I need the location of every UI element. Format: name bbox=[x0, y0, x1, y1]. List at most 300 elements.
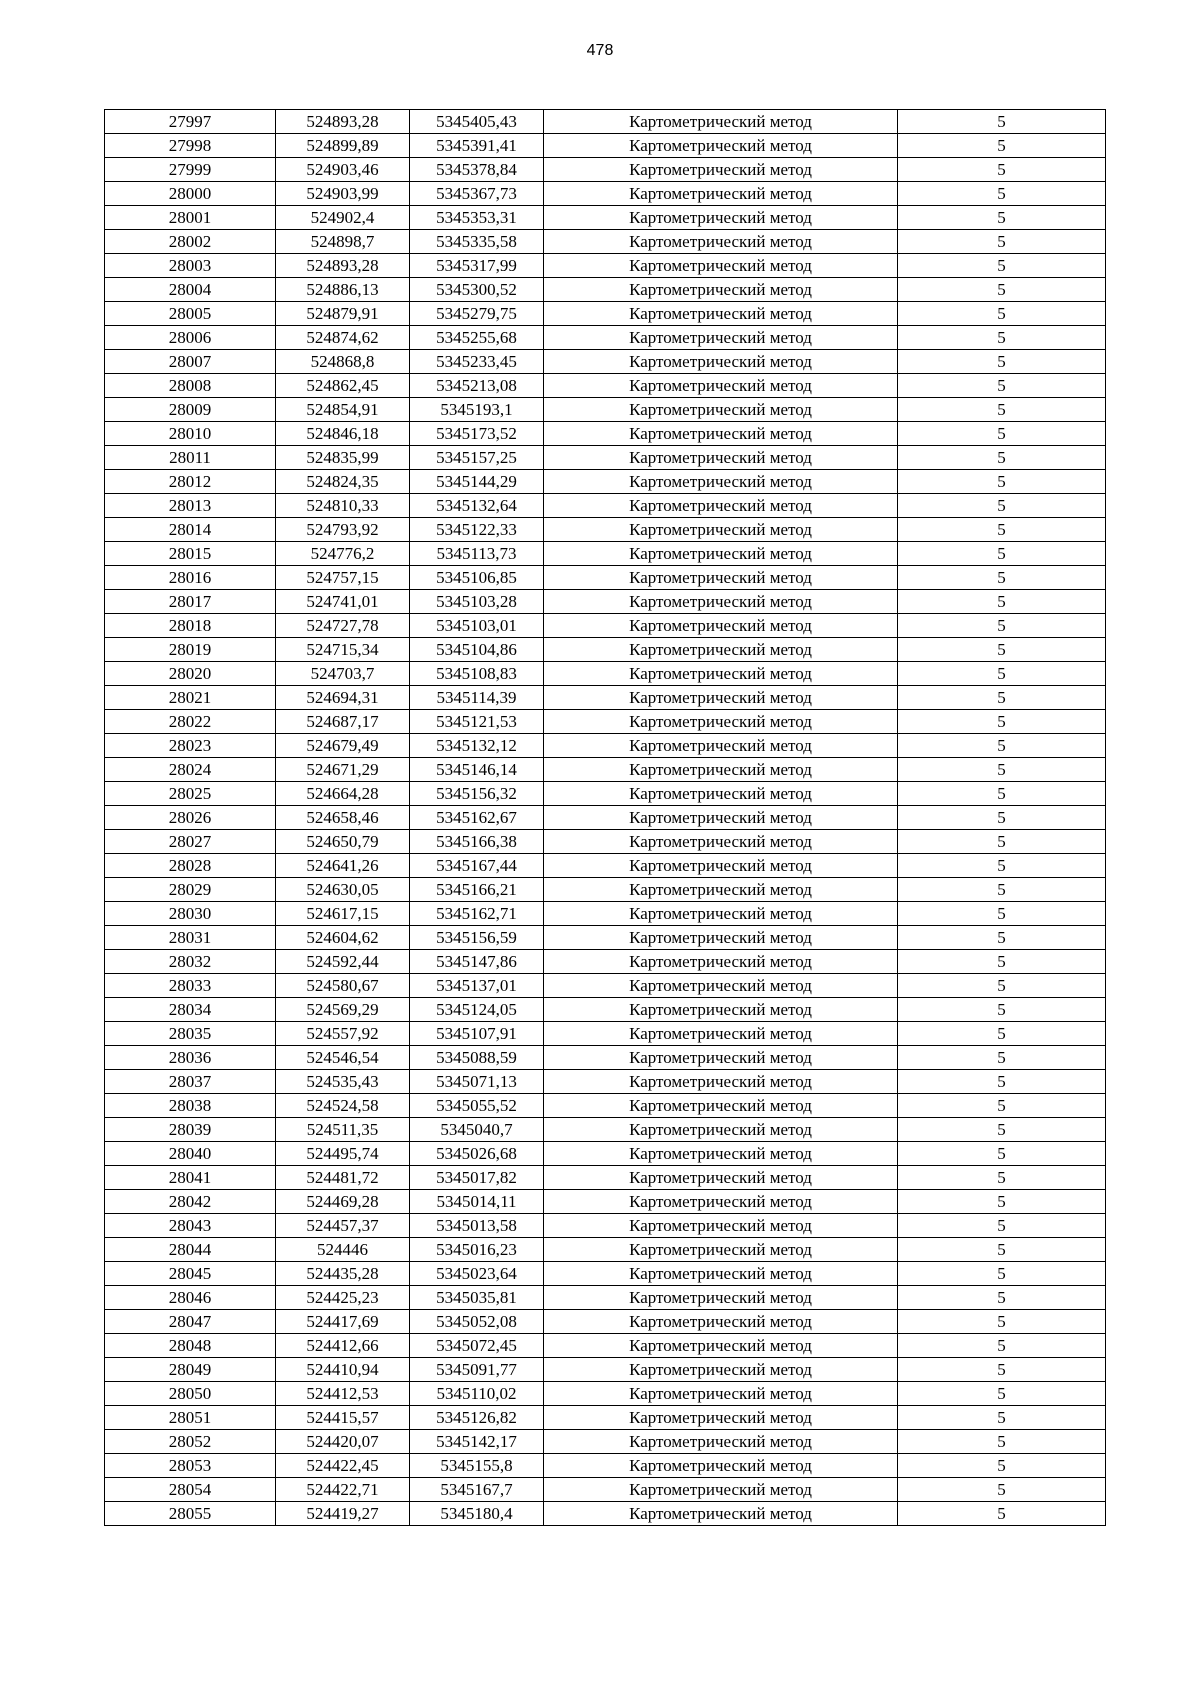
y-coordinate-cell: 5345335,58 bbox=[410, 230, 544, 254]
table-row bbox=[105, 1262, 1106, 1286]
x-coordinate-cell: 524469,28 bbox=[276, 1190, 410, 1214]
y-coordinate-cell: 5345121,53 bbox=[410, 710, 544, 734]
accuracy-cell: 5 bbox=[898, 374, 1106, 398]
point-number-cell: 28040 bbox=[105, 1142, 276, 1166]
method-cell: Картометрический метод bbox=[544, 470, 898, 494]
x-coordinate-cell: 524886,13 bbox=[276, 278, 410, 302]
accuracy-cell: 5 bbox=[898, 1070, 1106, 1094]
y-coordinate-cell: 5345124,05 bbox=[410, 998, 544, 1022]
x-coordinate-cell: 524664,28 bbox=[276, 782, 410, 806]
point-number-cell: 28055 bbox=[105, 1502, 276, 1526]
y-coordinate-cell: 5345146,14 bbox=[410, 758, 544, 782]
accuracy-cell: 5 bbox=[898, 1262, 1106, 1286]
y-coordinate-cell: 5345167,7 bbox=[410, 1478, 544, 1502]
x-coordinate-cell: 524457,37 bbox=[276, 1214, 410, 1238]
x-coordinate-cell: 524481,72 bbox=[276, 1166, 410, 1190]
point-number-cell: 28020 bbox=[105, 662, 276, 686]
point-number-cell: 28049 bbox=[105, 1358, 276, 1382]
table-row bbox=[105, 182, 1106, 206]
table-row bbox=[105, 158, 1106, 182]
x-coordinate-cell: 524893,28 bbox=[276, 110, 410, 134]
method-cell: Картометрический метод bbox=[544, 206, 898, 230]
x-coordinate-cell: 524410,94 bbox=[276, 1358, 410, 1382]
accuracy-cell: 5 bbox=[898, 542, 1106, 566]
table-row bbox=[105, 1406, 1106, 1430]
point-number-cell: 28037 bbox=[105, 1070, 276, 1094]
table-row bbox=[105, 1358, 1106, 1382]
accuracy-cell: 5 bbox=[898, 614, 1106, 638]
method-cell: Картометрический метод bbox=[544, 614, 898, 638]
table-row bbox=[105, 302, 1106, 326]
method-cell: Картометрический метод bbox=[544, 494, 898, 518]
table-row bbox=[105, 1022, 1106, 1046]
table-row bbox=[105, 758, 1106, 782]
point-number-cell: 28039 bbox=[105, 1118, 276, 1142]
y-coordinate-cell: 5345013,58 bbox=[410, 1214, 544, 1238]
method-cell: Картометрический метод bbox=[544, 1286, 898, 1310]
point-number-cell: 28042 bbox=[105, 1190, 276, 1214]
method-cell: Картометрический метод bbox=[544, 374, 898, 398]
point-number-cell: 28031 bbox=[105, 926, 276, 950]
point-number-cell: 28041 bbox=[105, 1166, 276, 1190]
table-row bbox=[105, 926, 1106, 950]
point-number-cell: 28046 bbox=[105, 1286, 276, 1310]
method-cell: Картометрический метод bbox=[544, 1238, 898, 1262]
y-coordinate-cell: 5345023,64 bbox=[410, 1262, 544, 1286]
point-number-cell: 28029 bbox=[105, 878, 276, 902]
x-coordinate-cell: 524546,54 bbox=[276, 1046, 410, 1070]
x-coordinate-cell: 524592,44 bbox=[276, 950, 410, 974]
x-coordinate-cell: 524446 bbox=[276, 1238, 410, 1262]
accuracy-cell: 5 bbox=[898, 806, 1106, 830]
accuracy-cell: 5 bbox=[898, 350, 1106, 374]
table-row bbox=[105, 1502, 1106, 1526]
point-number-cell: 27997 bbox=[105, 110, 276, 134]
method-cell: Картометрический метод bbox=[544, 350, 898, 374]
x-coordinate-cell: 524580,67 bbox=[276, 974, 410, 998]
point-number-cell: 28034 bbox=[105, 998, 276, 1022]
point-number-cell: 28001 bbox=[105, 206, 276, 230]
method-cell: Картометрический метод bbox=[544, 638, 898, 662]
method-cell: Картометрический метод bbox=[544, 878, 898, 902]
method-cell: Картометрический метод bbox=[544, 662, 898, 686]
method-cell: Картометрический метод bbox=[544, 1334, 898, 1358]
y-coordinate-cell: 5345014,11 bbox=[410, 1190, 544, 1214]
y-coordinate-cell: 5345114,39 bbox=[410, 686, 544, 710]
table-row bbox=[105, 134, 1106, 158]
accuracy-cell: 5 bbox=[898, 134, 1106, 158]
point-number-cell: 27998 bbox=[105, 134, 276, 158]
accuracy-cell: 5 bbox=[898, 1094, 1106, 1118]
method-cell: Картометрический метод bbox=[544, 926, 898, 950]
point-number-cell: 28003 bbox=[105, 254, 276, 278]
table-row bbox=[105, 230, 1106, 254]
x-coordinate-cell: 524810,33 bbox=[276, 494, 410, 518]
accuracy-cell: 5 bbox=[898, 1502, 1106, 1526]
accuracy-cell: 5 bbox=[898, 182, 1106, 206]
point-number-cell: 28022 bbox=[105, 710, 276, 734]
y-coordinate-cell: 5345091,77 bbox=[410, 1358, 544, 1382]
x-coordinate-cell: 524727,78 bbox=[276, 614, 410, 638]
y-coordinate-cell: 5345016,23 bbox=[410, 1238, 544, 1262]
table-row bbox=[105, 542, 1106, 566]
y-coordinate-cell: 5345088,59 bbox=[410, 1046, 544, 1070]
method-cell: Картометрический метод bbox=[544, 1166, 898, 1190]
y-coordinate-cell: 5345055,52 bbox=[410, 1094, 544, 1118]
y-coordinate-cell: 5345144,29 bbox=[410, 470, 544, 494]
table-row bbox=[105, 1190, 1106, 1214]
y-coordinate-cell: 5345132,64 bbox=[410, 494, 544, 518]
x-coordinate-cell: 524604,62 bbox=[276, 926, 410, 950]
point-number-cell: 28009 bbox=[105, 398, 276, 422]
x-coordinate-cell: 524846,18 bbox=[276, 422, 410, 446]
method-cell: Картометрический метод bbox=[544, 1430, 898, 1454]
method-cell: Картометрический метод bbox=[544, 326, 898, 350]
y-coordinate-cell: 5345126,82 bbox=[410, 1406, 544, 1430]
x-coordinate-cell: 524741,01 bbox=[276, 590, 410, 614]
method-cell: Картометрический метод bbox=[544, 1190, 898, 1214]
method-cell: Картометрический метод bbox=[544, 1382, 898, 1406]
method-cell: Картометрический метод bbox=[544, 1454, 898, 1478]
point-number-cell: 28045 bbox=[105, 1262, 276, 1286]
x-coordinate-cell: 524903,46 bbox=[276, 158, 410, 182]
accuracy-cell: 5 bbox=[898, 1478, 1106, 1502]
table-row bbox=[105, 1070, 1106, 1094]
x-coordinate-cell: 524835,99 bbox=[276, 446, 410, 470]
method-cell: Картометрический метод bbox=[544, 1502, 898, 1526]
point-number-cell: 28048 bbox=[105, 1334, 276, 1358]
x-coordinate-cell: 524495,74 bbox=[276, 1142, 410, 1166]
x-coordinate-cell: 524679,49 bbox=[276, 734, 410, 758]
page-number: 478 bbox=[586, 42, 614, 59]
accuracy-cell: 5 bbox=[898, 1118, 1106, 1142]
y-coordinate-cell: 5345279,75 bbox=[410, 302, 544, 326]
table-row bbox=[105, 374, 1106, 398]
method-cell: Картометрический метод bbox=[544, 158, 898, 182]
table-row bbox=[105, 686, 1106, 710]
method-cell: Картометрический метод bbox=[544, 518, 898, 542]
x-coordinate-cell: 524879,91 bbox=[276, 302, 410, 326]
accuracy-cell: 5 bbox=[898, 1310, 1106, 1334]
accuracy-cell: 5 bbox=[898, 1142, 1106, 1166]
point-number-cell: 28016 bbox=[105, 566, 276, 590]
y-coordinate-cell: 5345155,8 bbox=[410, 1454, 544, 1478]
point-number-cell: 28032 bbox=[105, 950, 276, 974]
point-number-cell: 28011 bbox=[105, 446, 276, 470]
accuracy-cell: 5 bbox=[898, 206, 1106, 230]
table-row bbox=[105, 278, 1106, 302]
method-cell: Картометрический метод bbox=[544, 710, 898, 734]
accuracy-cell: 5 bbox=[898, 422, 1106, 446]
y-coordinate-cell: 5345147,86 bbox=[410, 950, 544, 974]
y-coordinate-cell: 5345071,13 bbox=[410, 1070, 544, 1094]
method-cell: Картометрический метод bbox=[544, 1094, 898, 1118]
x-coordinate-cell: 524671,29 bbox=[276, 758, 410, 782]
accuracy-cell: 5 bbox=[898, 734, 1106, 758]
y-coordinate-cell: 5345391,41 bbox=[410, 134, 544, 158]
x-coordinate-cell: 524435,28 bbox=[276, 1262, 410, 1286]
accuracy-cell: 5 bbox=[898, 1166, 1106, 1190]
y-coordinate-cell: 5345317,99 bbox=[410, 254, 544, 278]
method-cell: Картометрический метод bbox=[544, 1046, 898, 1070]
point-number-cell: 28017 bbox=[105, 590, 276, 614]
table-row bbox=[105, 518, 1106, 542]
y-coordinate-cell: 5345405,43 bbox=[410, 110, 544, 134]
x-coordinate-cell: 524902,4 bbox=[276, 206, 410, 230]
y-coordinate-cell: 5345367,73 bbox=[410, 182, 544, 206]
table-row bbox=[105, 710, 1106, 734]
y-coordinate-cell: 5345108,83 bbox=[410, 662, 544, 686]
table-row bbox=[105, 974, 1106, 998]
method-cell: Картометрический метод bbox=[544, 1406, 898, 1430]
method-cell: Картометрический метод bbox=[544, 422, 898, 446]
method-cell: Картометрический метод bbox=[544, 590, 898, 614]
accuracy-cell: 5 bbox=[898, 974, 1106, 998]
table-row bbox=[105, 1214, 1106, 1238]
accuracy-cell: 5 bbox=[898, 590, 1106, 614]
point-number-cell: 28024 bbox=[105, 758, 276, 782]
y-coordinate-cell: 5345156,59 bbox=[410, 926, 544, 950]
accuracy-cell: 5 bbox=[898, 1406, 1106, 1430]
table-row bbox=[105, 254, 1106, 278]
method-cell: Картометрический метод bbox=[544, 998, 898, 1022]
x-coordinate-cell: 524425,23 bbox=[276, 1286, 410, 1310]
method-cell: Картометрический метод bbox=[544, 110, 898, 134]
table-row bbox=[105, 1430, 1106, 1454]
method-cell: Картометрический метод bbox=[544, 446, 898, 470]
y-coordinate-cell: 5345104,86 bbox=[410, 638, 544, 662]
accuracy-cell: 5 bbox=[898, 302, 1106, 326]
accuracy-cell: 5 bbox=[898, 830, 1106, 854]
accuracy-cell: 5 bbox=[898, 662, 1106, 686]
x-coordinate-cell: 524535,43 bbox=[276, 1070, 410, 1094]
y-coordinate-cell: 5345026,68 bbox=[410, 1142, 544, 1166]
point-number-cell: 28030 bbox=[105, 902, 276, 926]
y-coordinate-cell: 5345166,38 bbox=[410, 830, 544, 854]
method-cell: Картометрический метод bbox=[544, 734, 898, 758]
table-row bbox=[105, 110, 1106, 134]
x-coordinate-cell: 524524,58 bbox=[276, 1094, 410, 1118]
point-number-cell: 28053 bbox=[105, 1454, 276, 1478]
table-row bbox=[105, 1142, 1106, 1166]
x-coordinate-cell: 524650,79 bbox=[276, 830, 410, 854]
table-row bbox=[105, 878, 1106, 902]
method-cell: Картометрический метод bbox=[544, 1142, 898, 1166]
y-coordinate-cell: 5345233,45 bbox=[410, 350, 544, 374]
method-cell: Картометрический метод bbox=[544, 902, 898, 926]
point-number-cell: 28002 bbox=[105, 230, 276, 254]
point-number-cell: 28028 bbox=[105, 854, 276, 878]
accuracy-cell: 5 bbox=[898, 1190, 1106, 1214]
table-row bbox=[105, 854, 1106, 878]
accuracy-cell: 5 bbox=[898, 1430, 1106, 1454]
table-row bbox=[105, 206, 1106, 230]
point-number-cell: 28027 bbox=[105, 830, 276, 854]
x-coordinate-cell: 524893,28 bbox=[276, 254, 410, 278]
x-coordinate-cell: 524824,35 bbox=[276, 470, 410, 494]
point-number-cell: 28036 bbox=[105, 1046, 276, 1070]
method-cell: Картометрический метод bbox=[544, 182, 898, 206]
y-coordinate-cell: 5345107,91 bbox=[410, 1022, 544, 1046]
point-number-cell: 28035 bbox=[105, 1022, 276, 1046]
table-row bbox=[105, 1118, 1106, 1142]
y-coordinate-cell: 5345113,73 bbox=[410, 542, 544, 566]
method-cell: Картометрический метод bbox=[544, 1358, 898, 1382]
x-coordinate-cell: 524703,7 bbox=[276, 662, 410, 686]
accuracy-cell: 5 bbox=[898, 1334, 1106, 1358]
accuracy-cell: 5 bbox=[898, 710, 1106, 734]
accuracy-cell: 5 bbox=[898, 518, 1106, 542]
x-coordinate-cell: 524776,2 bbox=[276, 542, 410, 566]
x-coordinate-cell: 524874,62 bbox=[276, 326, 410, 350]
accuracy-cell: 5 bbox=[898, 686, 1106, 710]
x-coordinate-cell: 524557,92 bbox=[276, 1022, 410, 1046]
point-number-cell: 28043 bbox=[105, 1214, 276, 1238]
x-coordinate-cell: 524903,99 bbox=[276, 182, 410, 206]
point-number-cell: 28033 bbox=[105, 974, 276, 998]
accuracy-cell: 5 bbox=[898, 326, 1106, 350]
table-row bbox=[105, 950, 1106, 974]
table-row bbox=[105, 662, 1106, 686]
point-number-cell: 28005 bbox=[105, 302, 276, 326]
y-coordinate-cell: 5345167,44 bbox=[410, 854, 544, 878]
y-coordinate-cell: 5345180,4 bbox=[410, 1502, 544, 1526]
point-number-cell: 28044 bbox=[105, 1238, 276, 1262]
table-row bbox=[105, 614, 1106, 638]
method-cell: Картометрический метод bbox=[544, 686, 898, 710]
method-cell: Картометрический метод bbox=[544, 566, 898, 590]
y-coordinate-cell: 5345017,82 bbox=[410, 1166, 544, 1190]
point-number-cell: 28025 bbox=[105, 782, 276, 806]
point-number-cell: 28013 bbox=[105, 494, 276, 518]
x-coordinate-cell: 524862,45 bbox=[276, 374, 410, 398]
method-cell: Картометрический метод bbox=[544, 1310, 898, 1334]
x-coordinate-cell: 524854,91 bbox=[276, 398, 410, 422]
x-coordinate-cell: 524412,53 bbox=[276, 1382, 410, 1406]
x-coordinate-cell: 524793,92 bbox=[276, 518, 410, 542]
y-coordinate-cell: 5345137,01 bbox=[410, 974, 544, 998]
x-coordinate-cell: 524641,26 bbox=[276, 854, 410, 878]
x-coordinate-cell: 524658,46 bbox=[276, 806, 410, 830]
method-cell: Картометрический метод bbox=[544, 1262, 898, 1286]
method-cell: Картометрический метод bbox=[544, 278, 898, 302]
accuracy-cell: 5 bbox=[898, 1214, 1106, 1238]
method-cell: Картометрический метод bbox=[544, 398, 898, 422]
table-row bbox=[105, 398, 1106, 422]
accuracy-cell: 5 bbox=[898, 566, 1106, 590]
accuracy-cell: 5 bbox=[898, 110, 1106, 134]
y-coordinate-cell: 5345157,25 bbox=[410, 446, 544, 470]
x-coordinate-cell: 524422,45 bbox=[276, 1454, 410, 1478]
method-cell: Картометрический метод bbox=[544, 302, 898, 326]
table-row bbox=[105, 1286, 1106, 1310]
method-cell: Картометрический метод bbox=[544, 1478, 898, 1502]
y-coordinate-cell: 5345040,7 bbox=[410, 1118, 544, 1142]
point-number-cell: 28018 bbox=[105, 614, 276, 638]
accuracy-cell: 5 bbox=[898, 638, 1106, 662]
y-coordinate-cell: 5345378,84 bbox=[410, 158, 544, 182]
accuracy-cell: 5 bbox=[898, 158, 1106, 182]
point-number-cell: 28054 bbox=[105, 1478, 276, 1502]
method-cell: Картометрический метод bbox=[544, 806, 898, 830]
y-coordinate-cell: 5345353,31 bbox=[410, 206, 544, 230]
y-coordinate-cell: 5345035,81 bbox=[410, 1286, 544, 1310]
y-coordinate-cell: 5345162,67 bbox=[410, 806, 544, 830]
y-coordinate-cell: 5345142,17 bbox=[410, 1430, 544, 1454]
point-number-cell: 28038 bbox=[105, 1094, 276, 1118]
y-coordinate-cell: 5345052,08 bbox=[410, 1310, 544, 1334]
accuracy-cell: 5 bbox=[898, 1022, 1106, 1046]
x-coordinate-cell: 524617,15 bbox=[276, 902, 410, 926]
x-coordinate-cell: 524898,7 bbox=[276, 230, 410, 254]
method-cell: Картометрический метод bbox=[544, 542, 898, 566]
accuracy-cell: 5 bbox=[898, 1358, 1106, 1382]
point-number-cell: 28010 bbox=[105, 422, 276, 446]
table-row bbox=[105, 422, 1106, 446]
method-cell: Картометрический метод bbox=[544, 1070, 898, 1094]
coordinates-table bbox=[104, 109, 1106, 1526]
y-coordinate-cell: 5345255,68 bbox=[410, 326, 544, 350]
accuracy-cell: 5 bbox=[898, 494, 1106, 518]
y-coordinate-cell: 5345162,71 bbox=[410, 902, 544, 926]
x-coordinate-cell: 524422,71 bbox=[276, 1478, 410, 1502]
y-coordinate-cell: 5345213,08 bbox=[410, 374, 544, 398]
method-cell: Картометрический метод bbox=[544, 230, 898, 254]
method-cell: Картометрический метод bbox=[544, 1022, 898, 1046]
accuracy-cell: 5 bbox=[898, 398, 1106, 422]
method-cell: Картометрический метод bbox=[544, 782, 898, 806]
point-number-cell: 28019 bbox=[105, 638, 276, 662]
y-coordinate-cell: 5345193,1 bbox=[410, 398, 544, 422]
point-number-cell: 28007 bbox=[105, 350, 276, 374]
table-row bbox=[105, 1238, 1106, 1262]
table-row bbox=[105, 638, 1106, 662]
x-coordinate-cell: 524417,69 bbox=[276, 1310, 410, 1334]
accuracy-cell: 5 bbox=[898, 950, 1106, 974]
point-number-cell: 28051 bbox=[105, 1406, 276, 1430]
point-number-cell: 28050 bbox=[105, 1382, 276, 1406]
table-row bbox=[105, 1046, 1106, 1070]
x-coordinate-cell: 524420,07 bbox=[276, 1430, 410, 1454]
method-cell: Картометрический метод bbox=[544, 830, 898, 854]
accuracy-cell: 5 bbox=[898, 902, 1106, 926]
accuracy-cell: 5 bbox=[898, 254, 1106, 278]
table-row bbox=[105, 494, 1106, 518]
accuracy-cell: 5 bbox=[898, 926, 1106, 950]
x-coordinate-cell: 524415,57 bbox=[276, 1406, 410, 1430]
table-row bbox=[105, 830, 1106, 854]
method-cell: Картометрический метод bbox=[544, 254, 898, 278]
x-coordinate-cell: 524757,15 bbox=[276, 566, 410, 590]
accuracy-cell: 5 bbox=[898, 878, 1106, 902]
point-number-cell: 28023 bbox=[105, 734, 276, 758]
x-coordinate-cell: 524868,8 bbox=[276, 350, 410, 374]
y-coordinate-cell: 5345132,12 bbox=[410, 734, 544, 758]
accuracy-cell: 5 bbox=[898, 782, 1106, 806]
method-cell: Картометрический метод bbox=[544, 758, 898, 782]
y-coordinate-cell: 5345173,52 bbox=[410, 422, 544, 446]
accuracy-cell: 5 bbox=[898, 470, 1106, 494]
point-number-cell: 28006 bbox=[105, 326, 276, 350]
table-row bbox=[105, 1166, 1106, 1190]
table-row bbox=[105, 566, 1106, 590]
method-cell: Картометрический метод bbox=[544, 974, 898, 998]
accuracy-cell: 5 bbox=[898, 1382, 1106, 1406]
point-number-cell: 28047 bbox=[105, 1310, 276, 1334]
x-coordinate-cell: 524899,89 bbox=[276, 134, 410, 158]
point-number-cell: 28026 bbox=[105, 806, 276, 830]
y-coordinate-cell: 5345156,32 bbox=[410, 782, 544, 806]
